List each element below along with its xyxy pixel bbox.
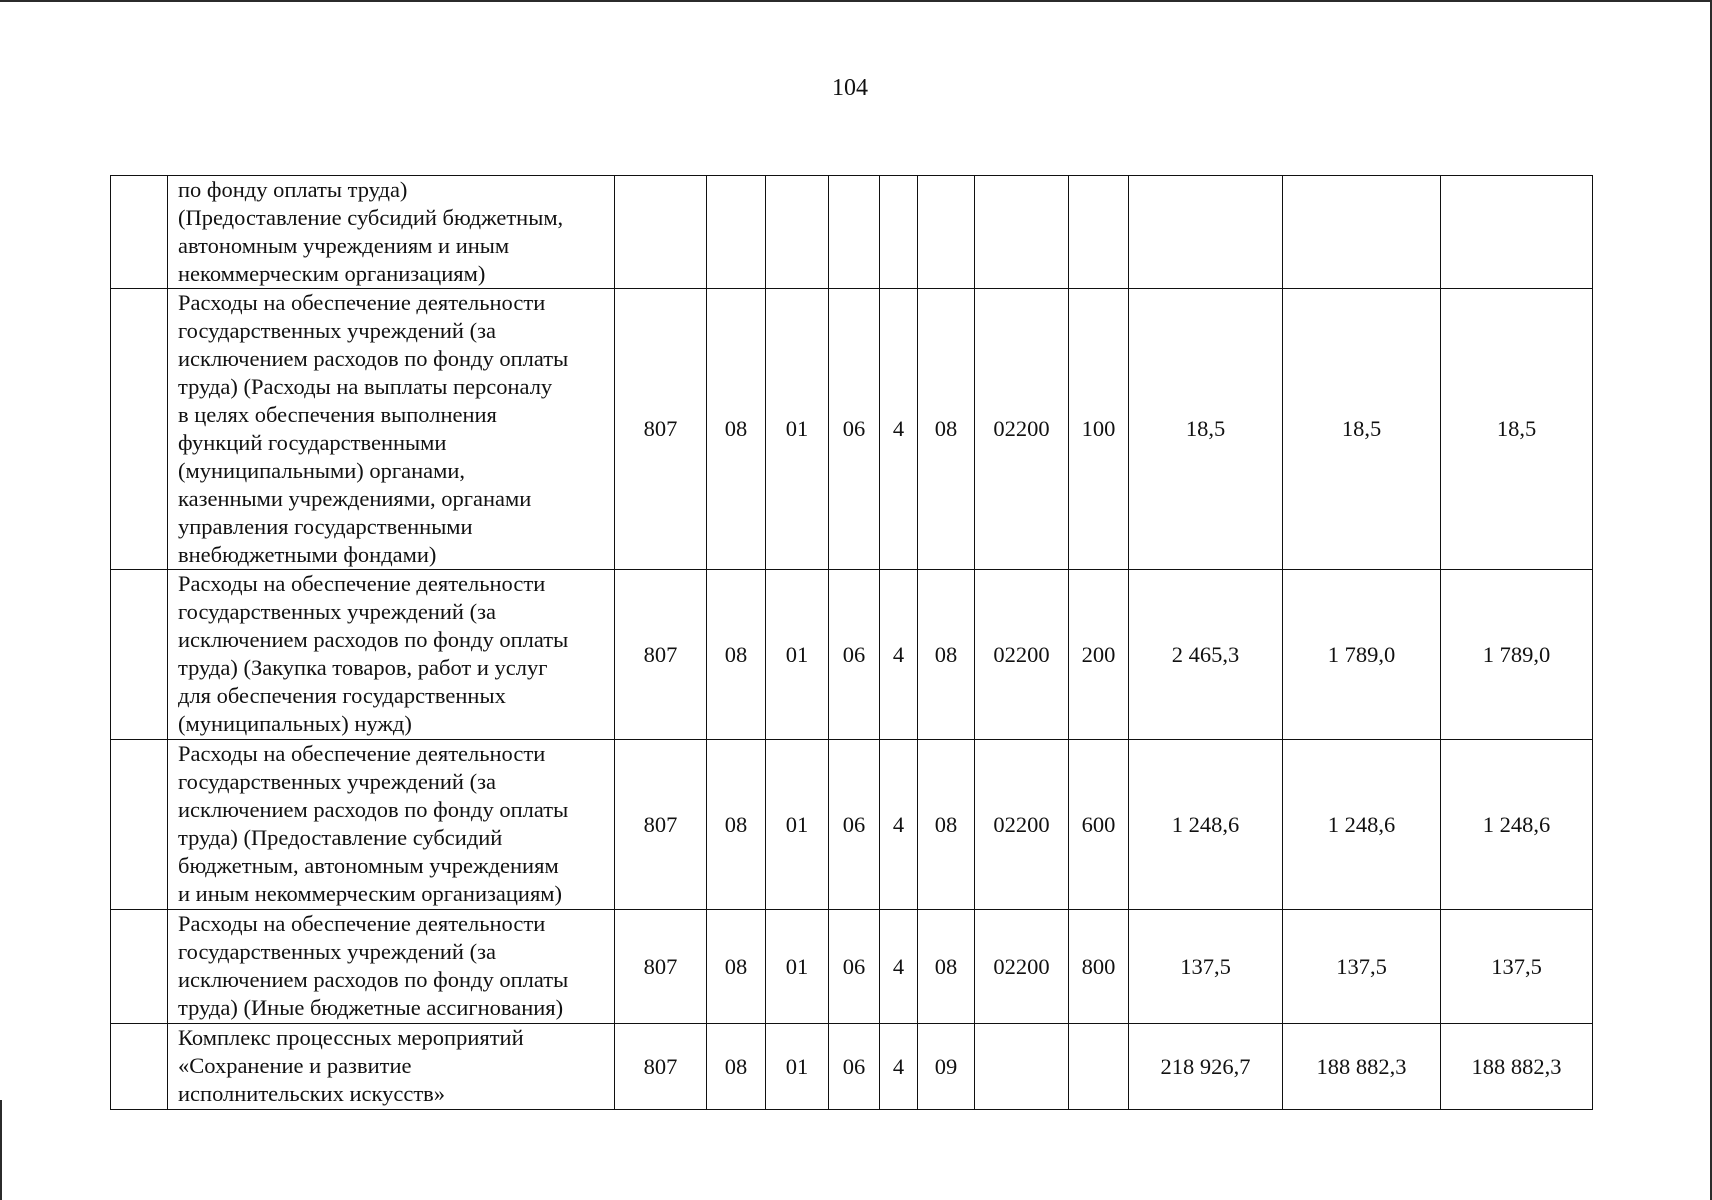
code-cell-type: 4 — [880, 910, 918, 1024]
code-cell-direction: 02200 — [975, 570, 1069, 740]
code-cell-program: 06 — [829, 1024, 880, 1110]
code-cell-expense-type: 100 — [1069, 289, 1129, 570]
code-cell-direction: 02200 — [975, 740, 1069, 910]
code-cell-program: 06 — [829, 289, 880, 570]
code-cell-structure: 08 — [918, 289, 975, 570]
code-cell-expense-type — [1069, 1024, 1129, 1110]
code-cell-subsection — [766, 176, 829, 289]
amount-cell-year1: 2 465,3 — [1129, 570, 1283, 740]
code-cell-structure: 09 — [918, 1024, 975, 1110]
code-cell-section: 08 — [707, 910, 766, 1024]
code-cell-structure: 08 — [918, 570, 975, 740]
row-number-cell — [111, 176, 168, 289]
table-row — [111, 176, 1593, 289]
code-cell-structure: 08 — [918, 910, 975, 1024]
amount-cell-year3: 1 248,6 — [1441, 740, 1593, 910]
code-cell-direction — [975, 1024, 1069, 1110]
row-number-cell — [111, 570, 168, 740]
code-cell-subsection: 01 — [766, 910, 829, 1024]
amount-cell-year1: 137,5 — [1129, 910, 1283, 1024]
code-cell-direction — [975, 176, 1069, 289]
amount-cell-year2: 1 248,6 — [1283, 740, 1441, 910]
code-cell-expense-type — [1069, 176, 1129, 289]
amount-cell-year3: 18,5 — [1441, 289, 1593, 570]
code-cell-type: 4 — [880, 740, 918, 910]
table-body — [111, 176, 1593, 1110]
code-cell-program: 06 — [829, 570, 880, 740]
description-text: Расходы на обеспечение деятельности государственных учреждений (за исключением расходов по фонду оплаты труда) (Расходы на выплаты персоналу в целях обеспечения выполнения функций государственными (муниципальными) органами, казенными учреждениями, органами управления государственными внебюджетными фондами) — [178, 290, 569, 567]
amount-cell-year1: 218 926,7 — [1129, 1024, 1283, 1110]
description-cell — [168, 1024, 615, 1110]
code-cell-expense-type: 800 — [1069, 910, 1129, 1024]
amount-cell-year1: 1 248,6 — [1129, 740, 1283, 910]
code-cell-admin: 807 — [615, 570, 707, 740]
description-text: Расходы на обеспечение деятельности государственных учреждений (за исключением расходов по фонду оплаты труда) (Предоставление субсидий бюджетным, автономным учреждениям и иным некоммерческим организациям) — [178, 741, 569, 906]
table-row — [111, 740, 1593, 910]
code-cell-admin: 807 — [615, 910, 707, 1024]
table-row — [111, 1024, 1593, 1110]
description-cell — [168, 570, 615, 740]
code-cell-subsection: 01 — [766, 740, 829, 910]
code-cell-program — [829, 176, 880, 289]
code-cell-program: 06 — [829, 740, 880, 910]
code-cell-section — [707, 176, 766, 289]
code-cell-admin: 807 — [615, 740, 707, 910]
amount-cell-year2: 137,5 — [1283, 910, 1441, 1024]
amount-cell-year1 — [1129, 176, 1283, 289]
row-number-cell — [111, 1024, 168, 1110]
code-cell-section: 08 — [707, 570, 766, 740]
code-cell-expense-type: 200 — [1069, 570, 1129, 740]
code-cell-subsection: 01 — [766, 570, 829, 740]
code-cell-admin — [615, 176, 707, 289]
code-cell-admin: 807 — [615, 1024, 707, 1110]
code-cell-program: 06 — [829, 910, 880, 1024]
scan-edge-left — [0, 1100, 2, 1200]
row-number-cell — [111, 289, 168, 570]
code-cell-structure — [918, 176, 975, 289]
code-cell-expense-type: 600 — [1069, 740, 1129, 910]
page-number: 104 — [832, 75, 868, 101]
code-cell-type: 4 — [880, 570, 918, 740]
amount-cell-year2 — [1283, 176, 1441, 289]
code-cell-subsection: 01 — [766, 289, 829, 570]
description-text: Расходы на обеспечение деятельности государственных учреждений (за исключением расходов по фонду оплаты труда) (Закупка товаров, работ и услуг для обеспечения государственных (муниципальных) нужд) — [178, 571, 569, 736]
code-cell-subsection: 01 — [766, 1024, 829, 1110]
amount-cell-year3: 188 882,3 — [1441, 1024, 1593, 1110]
description-cell — [168, 289, 615, 570]
code-cell-type — [880, 176, 918, 289]
amount-cell-year3 — [1441, 176, 1593, 289]
description-cell — [168, 740, 615, 910]
amount-cell-year2: 18,5 — [1283, 289, 1441, 570]
code-cell-admin: 807 — [615, 289, 707, 570]
code-cell-section: 08 — [707, 740, 766, 910]
amount-cell-year2: 188 882,3 — [1283, 1024, 1441, 1110]
description-cell — [168, 176, 615, 289]
amount-cell-year3: 1 789,0 — [1441, 570, 1593, 740]
code-cell-direction: 02200 — [975, 289, 1069, 570]
table-row — [111, 570, 1593, 740]
code-cell-type: 4 — [880, 289, 918, 570]
description-text: Комплекс процессных мероприятий «Сохранение и развитие исполнительских искусств» — [178, 1025, 524, 1106]
code-cell-section: 08 — [707, 1024, 766, 1110]
table-row — [111, 289, 1593, 570]
description-text: Расходы на обеспечение деятельности государственных учреждений (за исключением расходов по фонду оплаты труда) (Иные бюджетные ассигнования) — [178, 911, 569, 1020]
code-cell-section: 08 — [707, 289, 766, 570]
budget-table — [110, 175, 1593, 1110]
code-cell-type: 4 — [880, 1024, 918, 1110]
table-row — [111, 910, 1593, 1024]
amount-cell-year2: 1 789,0 — [1283, 570, 1441, 740]
description-cell — [168, 910, 615, 1024]
code-cell-structure: 08 — [918, 740, 975, 910]
amount-cell-year1: 18,5 — [1129, 289, 1283, 570]
row-number-cell — [111, 910, 168, 1024]
scan-edge-top — [0, 0, 1712, 2]
amount-cell-year3: 137,5 — [1441, 910, 1593, 1024]
description-text: по фонду оплаты труда) (Предоставление субсидий бюджетным, автономным учреждениям и иным некоммерческим организациям) — [178, 177, 564, 286]
code-cell-direction: 02200 — [975, 910, 1069, 1024]
row-number-cell — [111, 740, 168, 910]
